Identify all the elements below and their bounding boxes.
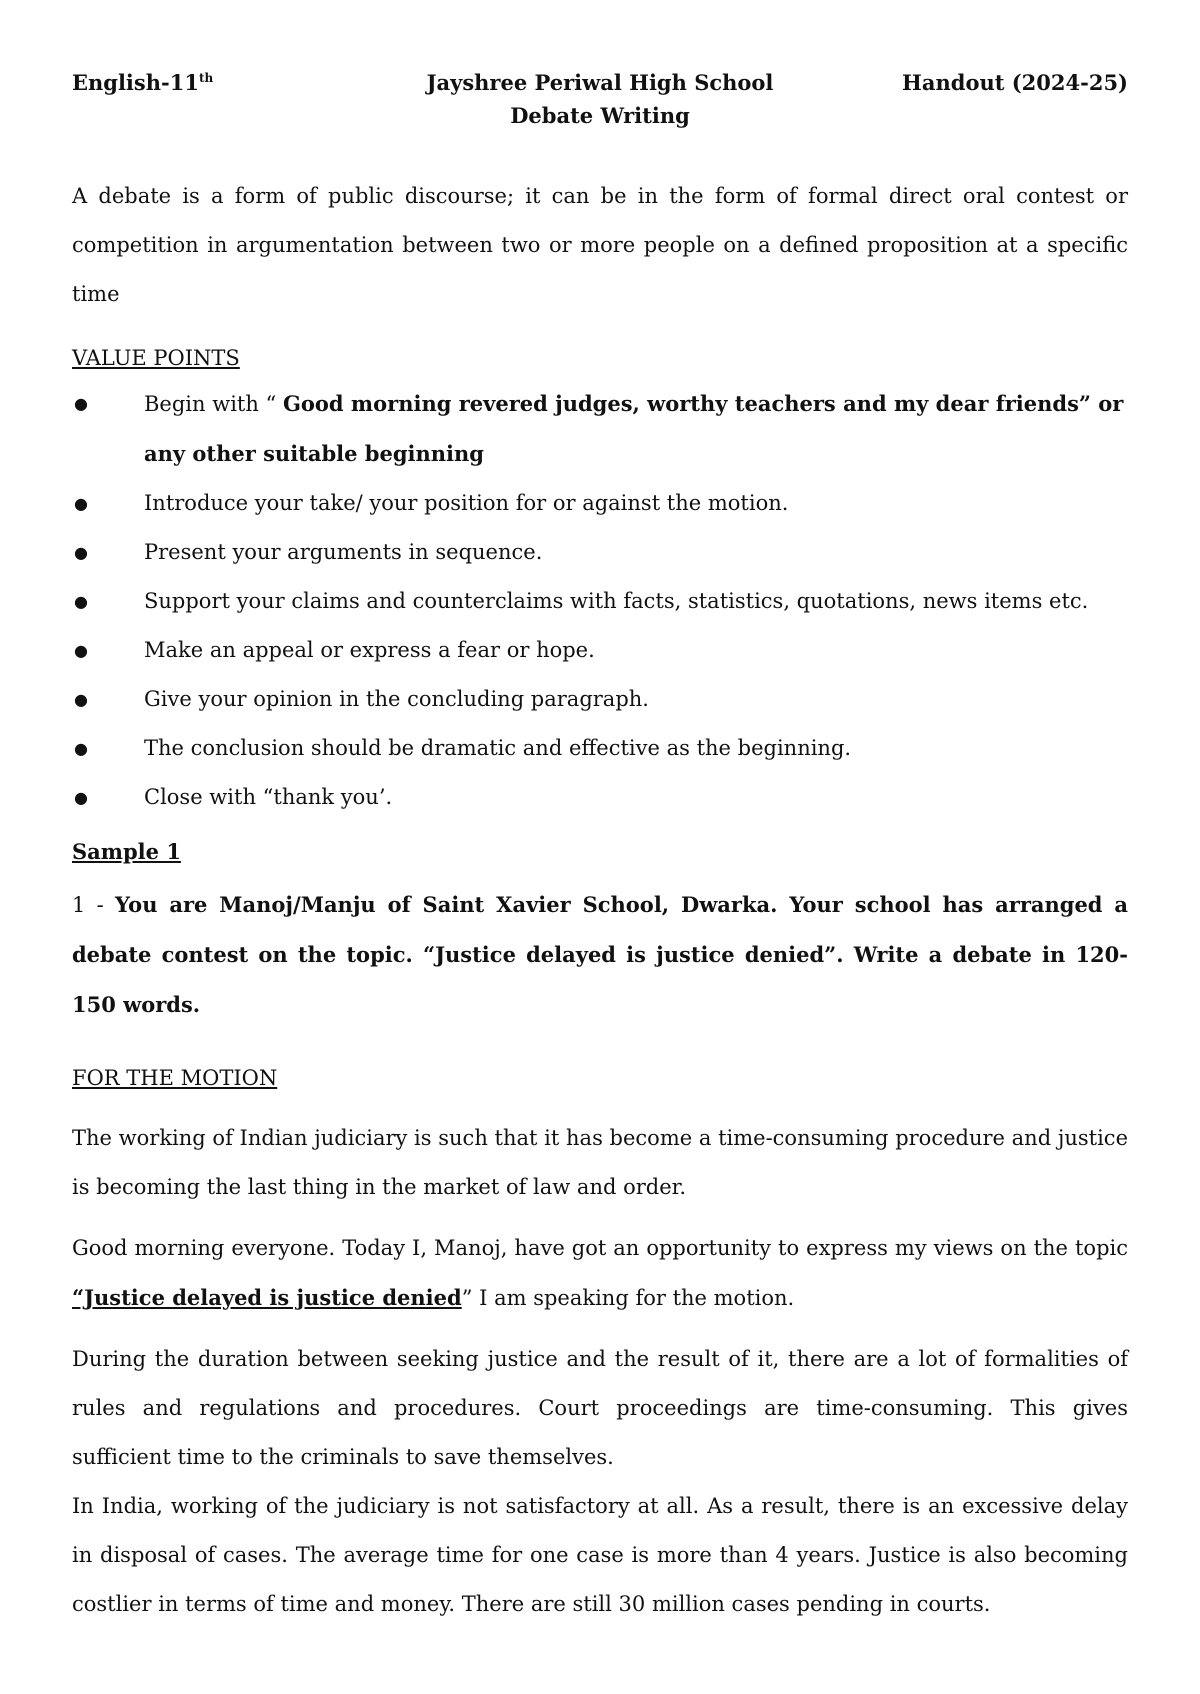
list-item — [72, 724, 1128, 773]
list-item — [72, 626, 1128, 675]
value-points-list — [72, 379, 1128, 822]
intro-paragraph: A debate is a form of public discourse; it can be in the form of formal direct oral contest or competition in argumentation between two or more people on a defined proposition at a specific time — [72, 184, 1128, 306]
list-item — [72, 675, 1128, 724]
question-number: 1 - — [72, 893, 116, 917]
subject-text: English-11 — [72, 70, 199, 95]
list-item-text: Introduce your take/ your position for or against the motion. — [144, 491, 789, 515]
list-item — [72, 379, 1128, 479]
bullet-icon: ● — [74, 788, 88, 807]
list-item — [72, 528, 1128, 577]
list-item-text: Give your opinion in the concluding paragraph. — [144, 687, 649, 711]
sample-heading: Sample 1 — [72, 839, 181, 864]
bullet-icon: ● — [74, 641, 88, 660]
bullet-icon: ● — [74, 739, 88, 758]
value-points-heading: VALUE POINTS — [72, 346, 240, 370]
bullet-icon: ● — [74, 394, 88, 413]
list-item-bold: Good morning revered judges, worthy teachers and my dear friends” or any other suitable beginning — [144, 391, 1124, 466]
question-text: You are Manoj/Manju of Saint Xavier School, Dwarka. Your school has arranged a debate contest on the topic. “Justice delayed is justice denied”. Write a debate in 120-150 words. — [72, 892, 1128, 1017]
subject-superscript: th — [198, 71, 214, 85]
motion-paragraph-2 — [72, 1224, 1128, 1323]
list-item-text: The conclusion should be dramatic and effective as the beginning. — [144, 736, 852, 760]
bullet-icon: ● — [74, 592, 88, 611]
bullet-icon: ● — [74, 690, 88, 709]
motion-paragraph-4: In India, working of the judiciary is not satisfactory at all. As a result, there is an excessive delay in disposal of cases. The average time for one case is more than 4 years. Justice is also becoming costlier in terms of time and money. There are still 30 million cases pending in courts. — [72, 1494, 1128, 1616]
document-title: Debate Writing — [510, 103, 690, 128]
list-item-text: Make an appeal or express a fear or hope. — [144, 638, 595, 662]
bullet-icon: ● — [74, 543, 88, 562]
motion-paragraph-1: The working of Indian judiciary is such that it has become a time-consuming procedure and justice is becoming the last thing in the market of law and order. — [72, 1126, 1128, 1199]
bullet-icon: ● — [74, 494, 88, 513]
for-motion-heading: FOR THE MOTION — [72, 1066, 278, 1090]
list-item-prefix: Begin with “ — [144, 392, 283, 416]
handout-label: Handout (2024-25) — [902, 70, 1128, 95]
page-header — [72, 70, 1128, 140]
sample-question — [72, 880, 1128, 1030]
school-name: Jayshree Periwal High School — [426, 70, 774, 95]
motion-paragraph-3: During the duration between seeking justice and the result of it, there are a lot of formalities of rules and regulations and procedures. Court proceedings are time-consuming. This gives sufficient time to the criminals to save themselves. — [72, 1347, 1128, 1469]
topic-highlight: “Justice delayed is justice denied — [72, 1285, 462, 1310]
paragraph-text: Good morning everyone. Today I, Manoj, have got an opportunity to express my views on the topic — [72, 1236, 1128, 1260]
list-item-text: Close with “thank you’. — [144, 785, 393, 809]
list-item-text: Support your claims and counterclaims with facts, statistics, quotations, news items etc. — [144, 589, 1089, 613]
list-item — [72, 773, 1128, 822]
list-item-text: Present your arguments in sequence. — [144, 540, 543, 564]
paragraph-text: ” I am speaking for the motion. — [461, 1286, 795, 1310]
list-item — [72, 577, 1128, 626]
list-item — [72, 479, 1128, 528]
